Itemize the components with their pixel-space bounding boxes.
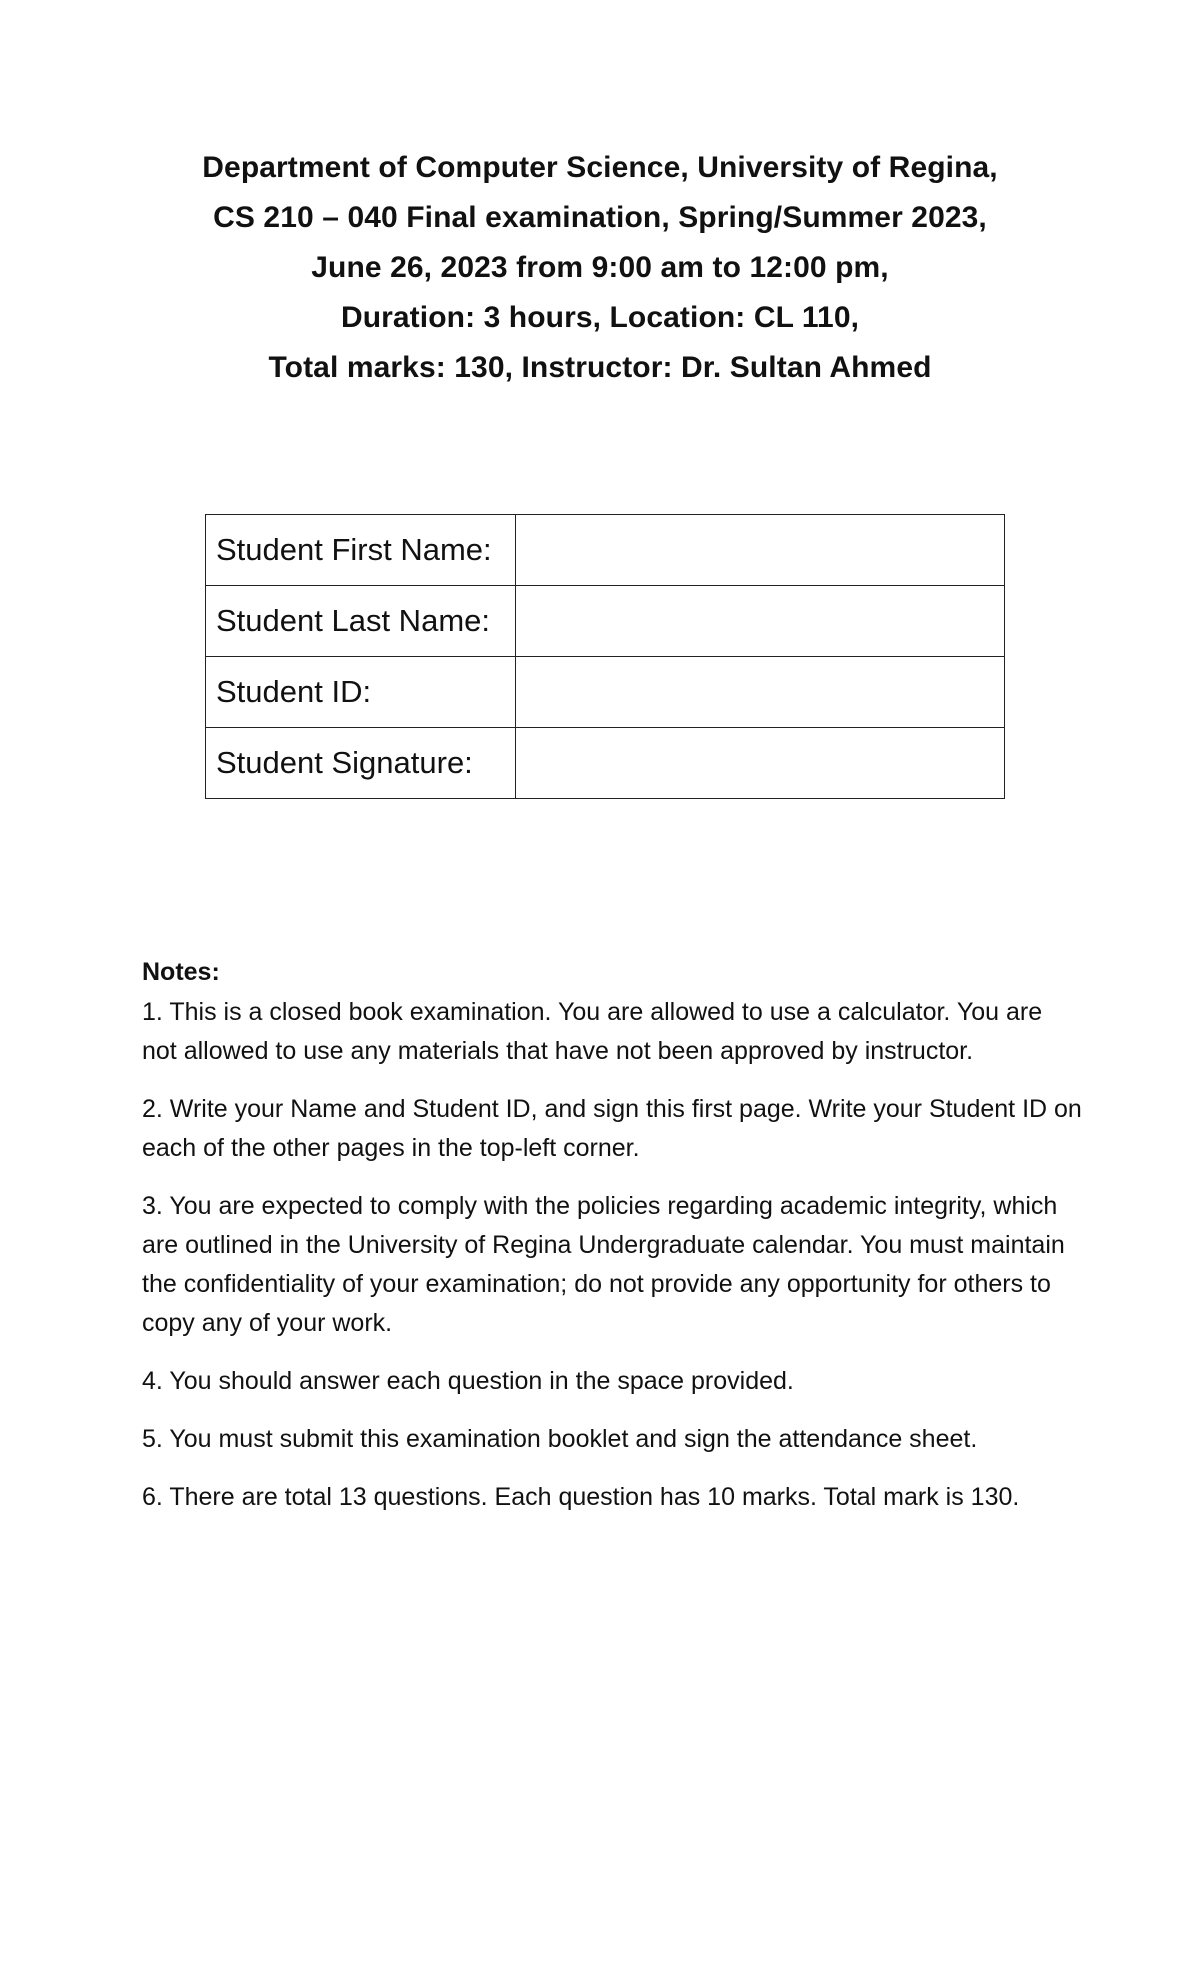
student-info-table xyxy=(205,514,1005,799)
header-line-date: June 26, 2023 from 9:00 am to 12:00 pm, xyxy=(311,251,889,284)
note-item-6: 6. There are total 13 questions. Each question has 10 marks. Total mark is 130. xyxy=(142,1483,1020,1511)
student-last-name-label: Student Last Name: xyxy=(206,586,516,657)
student-last-name-field[interactable] xyxy=(516,586,1005,657)
student-first-name-row xyxy=(206,515,1005,586)
student-signature-row xyxy=(206,728,1005,799)
header-line-duration: Duration: 3 hours, Location: CL 110, xyxy=(340,301,860,334)
header-line-department: Department of Computer Science, University of Regina, xyxy=(202,151,998,184)
student-id-field[interactable] xyxy=(516,657,1005,728)
student-id-label: Student ID: xyxy=(206,657,516,728)
notes-heading: Notes: xyxy=(142,958,220,986)
note-item-3: 3. You are expected to comply with the policies regarding academic integrity, which are outlined in the University of Regina Undergraduate calendar. You must maintain the confidentiality of your examination; do not provide any opportunity for others to copy any of your work. xyxy=(142,1192,1065,1337)
student-signature-label: Student Signature: xyxy=(206,728,516,799)
notes-section xyxy=(142,957,1082,1536)
student-first-name-field[interactable] xyxy=(516,515,1005,586)
note-item-2: 2. Write your Name and Student ID, and sign this first page. Write your Student ID on each of the other pages in the top-left corner. xyxy=(142,1095,1082,1162)
note-item-1: 1. This is a closed book examination. You are allowed to use a calculator. You are not allowed to use any materials that have not been approved by instructor. xyxy=(142,998,1043,1065)
note-item-4: 4. You should answer each question in the space provided. xyxy=(142,1367,794,1395)
exam-header xyxy=(0,143,1200,393)
header-line-marks: Total marks: 130, Instructor: Dr. Sultan Ahmed xyxy=(268,351,932,384)
student-first-name-label: Student First Name: xyxy=(206,515,516,586)
student-last-name-row xyxy=(206,586,1005,657)
student-signature-field[interactable] xyxy=(516,728,1005,799)
header-line-course: CS 210 – 040 Final examination, Spring/Summer 2023, xyxy=(213,201,987,234)
note-item-5: 5. You must submit this examination booklet and sign the attendance sheet. xyxy=(142,1425,978,1453)
student-id-row xyxy=(206,657,1005,728)
